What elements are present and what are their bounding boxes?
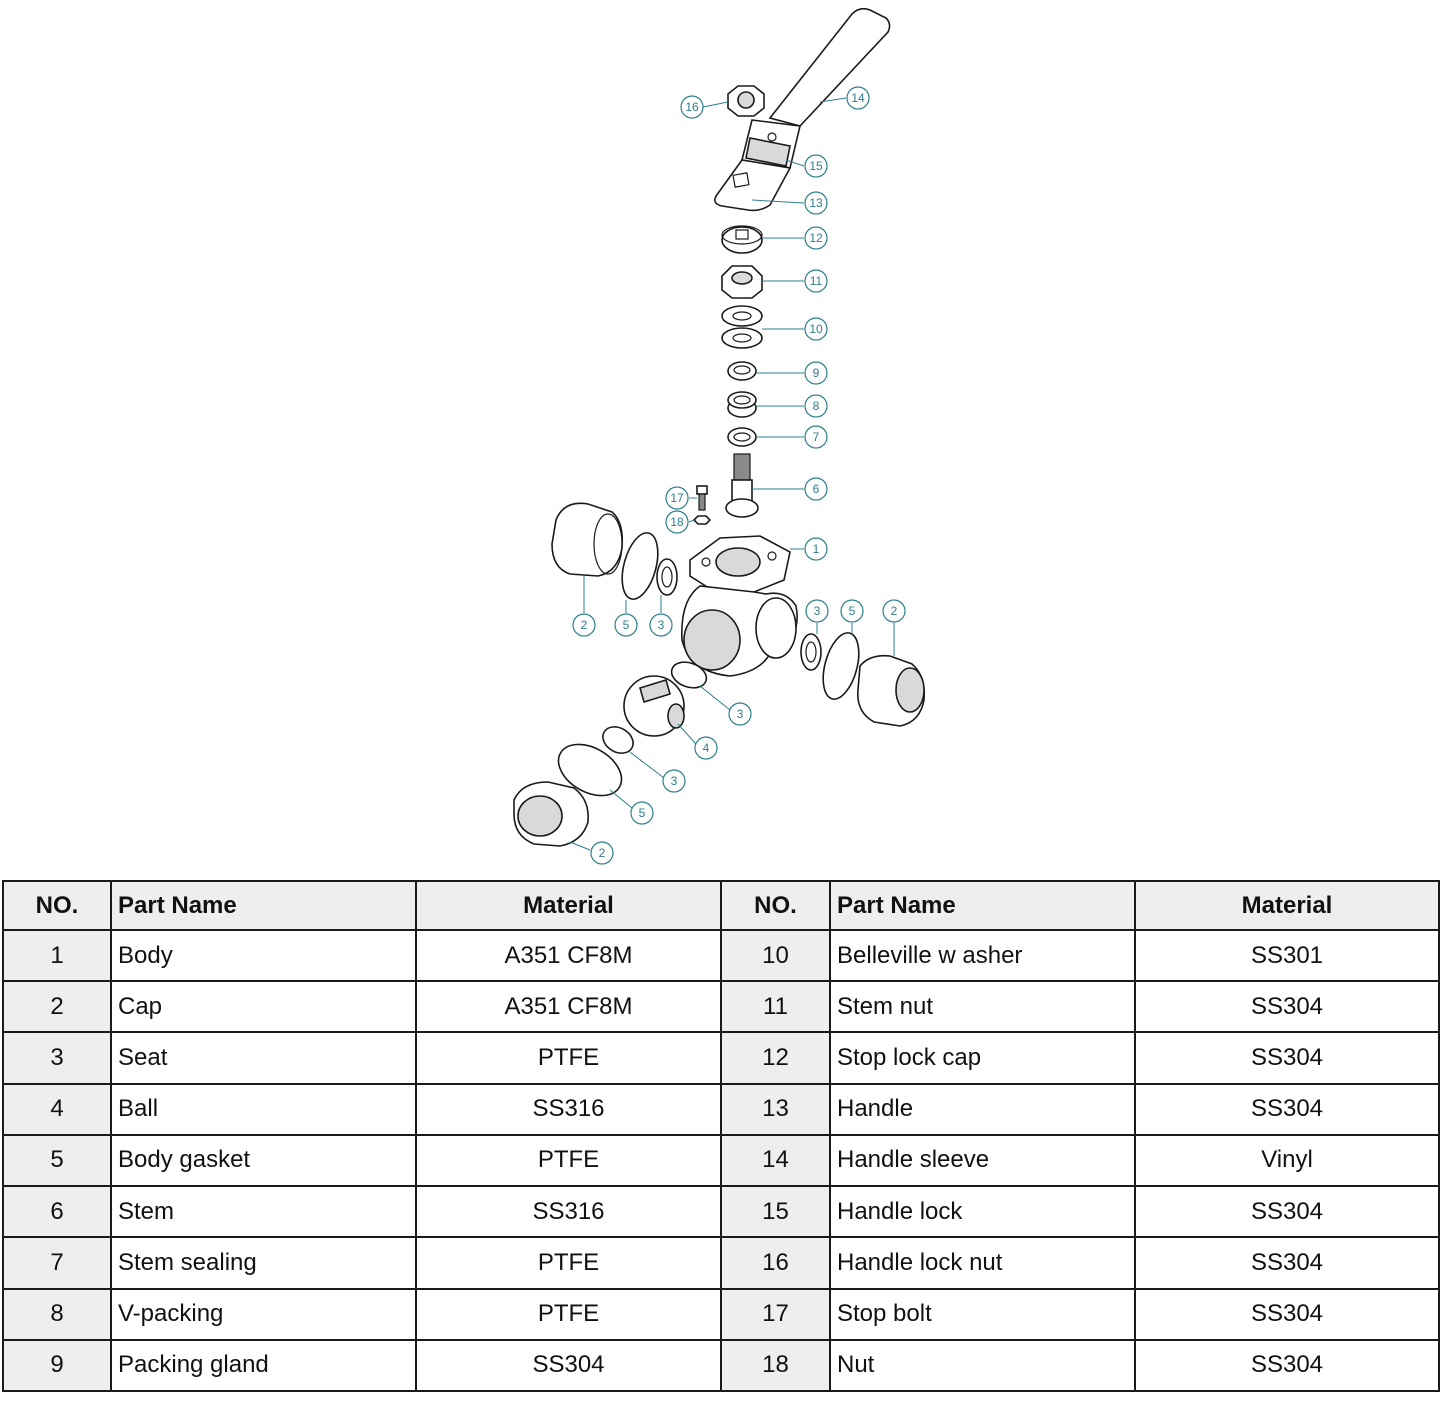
part-name: Body gasket xyxy=(111,1135,416,1186)
table-row xyxy=(3,1289,1439,1340)
part-material: PTFE xyxy=(416,1135,721,1186)
belleville-washer-drawing xyxy=(722,306,762,348)
table-row xyxy=(3,1340,1439,1391)
stop-bolt-drawing xyxy=(694,486,710,524)
callout-5 xyxy=(615,614,637,636)
callout-number: 3 xyxy=(813,604,821,618)
header-material: Material xyxy=(1135,881,1439,930)
part-material: SS304 xyxy=(1135,981,1439,1032)
callout-number: 15 xyxy=(809,159,823,173)
callout-2 xyxy=(591,842,613,864)
part-number: 17 xyxy=(721,1289,830,1340)
part-number: 15 xyxy=(721,1186,830,1237)
callout-number: 12 xyxy=(809,231,823,245)
callout-5 xyxy=(631,802,653,824)
callout-14 xyxy=(847,87,869,109)
callout-2 xyxy=(883,600,905,622)
part-material: SS316 xyxy=(416,1186,721,1237)
part-number: 6 xyxy=(3,1186,111,1237)
bottom-cap-drawing xyxy=(514,782,588,846)
callout-10 xyxy=(805,318,827,340)
callout-number: 1 xyxy=(812,542,820,556)
part-name: Handle lock nut xyxy=(830,1237,1135,1288)
header-no: NO. xyxy=(3,881,111,930)
left-cap-drawing xyxy=(552,503,677,603)
callout-3 xyxy=(650,614,672,636)
part-material: SS304 xyxy=(416,1340,721,1391)
parts-table xyxy=(2,880,1440,1392)
callout-number: 16 xyxy=(685,100,699,114)
part-name: Seat xyxy=(111,1032,416,1083)
callout-number: 8 xyxy=(812,399,820,413)
part-name: Packing gland xyxy=(111,1340,416,1391)
part-material: SS304 xyxy=(1135,1032,1439,1083)
callout-number: 5 xyxy=(622,618,630,632)
part-name: Ball xyxy=(111,1084,416,1135)
part-number: 12 xyxy=(721,1032,830,1083)
part-name: Handle lock xyxy=(830,1186,1135,1237)
callout-number: 9 xyxy=(812,366,820,380)
table-row xyxy=(3,930,1439,981)
table-row xyxy=(3,1237,1439,1288)
callout-15 xyxy=(805,155,827,177)
body-drawing xyxy=(682,536,797,676)
callout-12 xyxy=(805,227,827,249)
part-number: 16 xyxy=(721,1237,830,1288)
part-material: SS304 xyxy=(1135,1289,1439,1340)
table-row xyxy=(3,1032,1439,1083)
callout-number: 14 xyxy=(851,91,865,105)
callout-number: 2 xyxy=(598,846,606,860)
callout-number: 17 xyxy=(670,491,684,505)
part-number: 3 xyxy=(3,1032,111,1083)
ball-drawing xyxy=(550,658,710,806)
part-material: SS301 xyxy=(1135,930,1439,981)
callout-number: 6 xyxy=(812,482,820,496)
part-name: Stem nut xyxy=(830,981,1135,1032)
right-cap-drawing xyxy=(801,629,924,726)
callout-9 xyxy=(805,362,827,384)
part-number: 9 xyxy=(3,1340,111,1391)
callout-3 xyxy=(729,703,751,725)
part-name: Handle sleeve xyxy=(830,1135,1135,1186)
part-number: 7 xyxy=(3,1237,111,1288)
callout-number: 2 xyxy=(890,604,898,618)
stem-nut-drawing xyxy=(722,266,762,298)
callout-number: 2 xyxy=(580,618,588,632)
part-name: Stem sealing xyxy=(111,1237,416,1288)
part-material: PTFE xyxy=(416,1237,721,1288)
callout-number: 3 xyxy=(657,618,665,632)
table-row xyxy=(3,1084,1439,1135)
callout-1 xyxy=(805,538,827,560)
part-number: 8 xyxy=(3,1289,111,1340)
callout-5 xyxy=(841,600,863,622)
stop-lock-cap-drawing xyxy=(722,226,762,253)
part-name: Handle xyxy=(830,1084,1135,1135)
part-name: V-packing xyxy=(111,1289,416,1340)
header-part-name: Part Name xyxy=(830,881,1135,930)
part-number: 14 xyxy=(721,1135,830,1186)
part-material: SS304 xyxy=(1135,1186,1439,1237)
handle-lock-nut-drawing xyxy=(728,86,764,116)
part-material: SS304 xyxy=(1135,1340,1439,1391)
parts-table-body xyxy=(3,930,1439,1391)
part-number: 11 xyxy=(721,981,830,1032)
callout-17 xyxy=(666,487,688,509)
callout-number: 18 xyxy=(670,515,684,529)
part-name: Stop lock cap xyxy=(830,1032,1135,1083)
part-number: 4 xyxy=(3,1084,111,1135)
part-number: 1 xyxy=(3,930,111,981)
callout-number: 3 xyxy=(736,707,744,721)
table-row xyxy=(3,1135,1439,1186)
callout-18 xyxy=(666,511,688,533)
part-material: A351 CF8M xyxy=(416,930,721,981)
callout-4 xyxy=(695,737,717,759)
v-packing-drawing xyxy=(728,392,756,417)
callout-number: 10 xyxy=(809,322,823,336)
part-material: PTFE xyxy=(416,1289,721,1340)
header-no: NO. xyxy=(721,881,830,930)
table-row xyxy=(3,981,1439,1032)
part-number: 18 xyxy=(721,1340,830,1391)
callout-11 xyxy=(805,270,827,292)
callout-number: 11 xyxy=(809,274,823,288)
table-row xyxy=(3,1186,1439,1237)
header-material: Material xyxy=(416,881,721,930)
part-material: Vinyl xyxy=(1135,1135,1439,1186)
part-material: SS304 xyxy=(1135,1237,1439,1288)
callout-number: 5 xyxy=(848,604,856,618)
callout-13 xyxy=(805,192,827,214)
part-material: PTFE xyxy=(416,1032,721,1083)
part-material: SS316 xyxy=(416,1084,721,1135)
part-material: A351 CF8M xyxy=(416,981,721,1032)
packing-gland-drawing xyxy=(728,362,756,380)
table-header-row xyxy=(3,881,1439,930)
part-name: Stop bolt xyxy=(830,1289,1135,1340)
callout-number: 3 xyxy=(670,774,678,788)
callout-8 xyxy=(805,395,827,417)
header-part-name: Part Name xyxy=(111,881,416,930)
part-name: Nut xyxy=(830,1340,1135,1391)
part-material: SS304 xyxy=(1135,1084,1439,1135)
callout-number: 4 xyxy=(702,741,710,755)
stem-drawing xyxy=(726,454,758,517)
part-number: 2 xyxy=(3,981,111,1032)
part-name: Stem xyxy=(111,1186,416,1237)
callout-number: 13 xyxy=(809,196,823,210)
callout-2 xyxy=(573,614,595,636)
part-number: 10 xyxy=(721,930,830,981)
part-number: 5 xyxy=(3,1135,111,1186)
callout-3 xyxy=(806,600,828,622)
callout-7 xyxy=(805,426,827,448)
callout-number: 7 xyxy=(812,430,820,444)
part-name: Body xyxy=(111,930,416,981)
part-name: Cap xyxy=(111,981,416,1032)
callout-number: 5 xyxy=(638,806,646,820)
part-name: Belleville w asher xyxy=(830,930,1135,981)
callout-3 xyxy=(663,770,685,792)
callout-16 xyxy=(681,96,703,118)
stem-sealing-drawing xyxy=(728,428,756,446)
callout-6 xyxy=(805,478,827,500)
part-number: 13 xyxy=(721,1084,830,1135)
